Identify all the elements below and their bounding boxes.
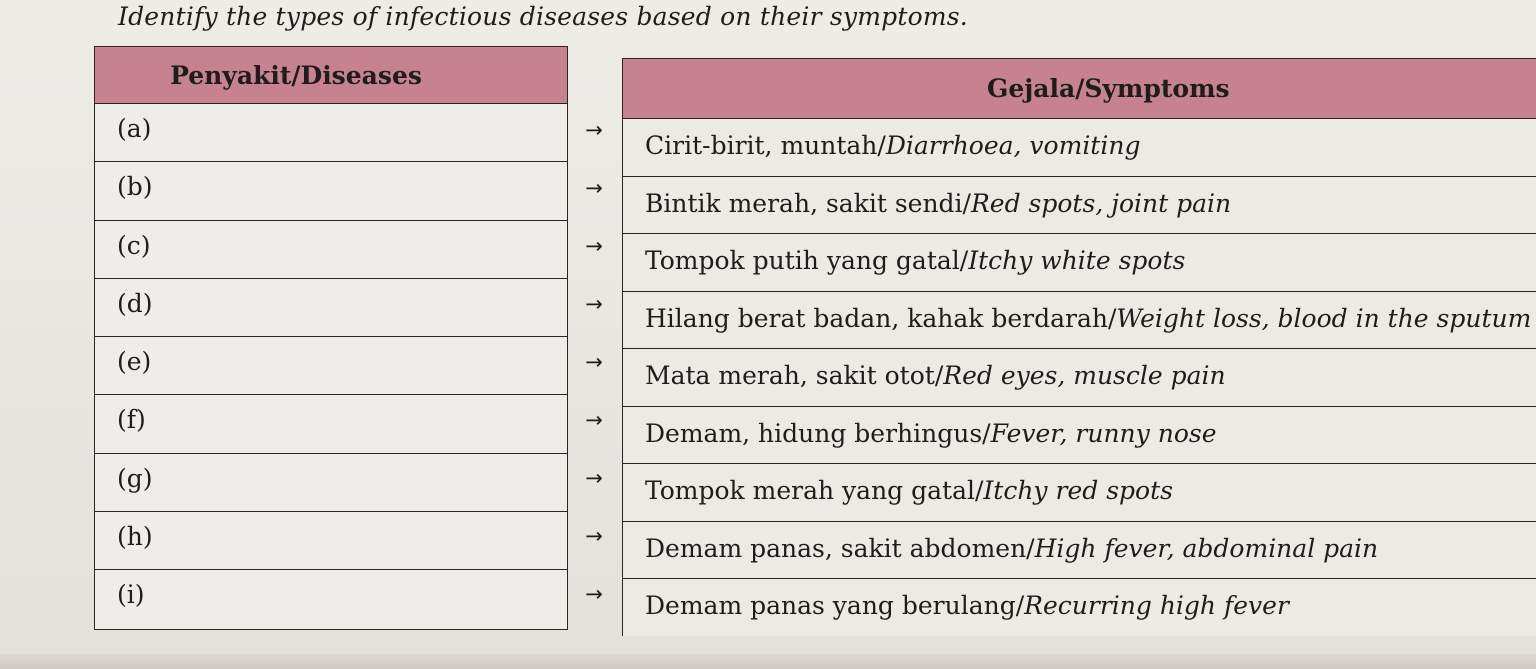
symptom-english: Fever, runny nose bbox=[990, 418, 1217, 448]
symptom-english: Itchy white spots bbox=[968, 246, 1186, 275]
symptom-malay: Demam panas yang berulang/ bbox=[645, 591, 1025, 620]
symptom-malay: Bintik merah, sakit sendi/ bbox=[645, 188, 971, 218]
symptom-english: Red spots, joint pain bbox=[970, 188, 1232, 218]
symptom-row bbox=[623, 119, 1536, 177]
disease-row-label: (f) bbox=[117, 405, 146, 435]
disease-row bbox=[95, 279, 567, 337]
symptom-english: Diarrhoea, vomiting bbox=[885, 131, 1141, 160]
disease-table-header: Penyakit/Diseases bbox=[95, 47, 567, 104]
disease-row-label: (a) bbox=[117, 114, 152, 143]
disease-row bbox=[95, 395, 567, 453]
symptom-row bbox=[623, 407, 1536, 465]
symptom-english: Weight loss, blood in the sputum bbox=[1116, 303, 1532, 333]
disease-row bbox=[95, 104, 567, 162]
symptom-malay: Demam, hidung berhingus/ bbox=[645, 418, 991, 448]
right-arrow-icon: → bbox=[585, 466, 603, 490]
symptom-english: Red eyes, muscle pain bbox=[943, 361, 1226, 390]
symptom-english: High fever, abdominal pain bbox=[1034, 533, 1379, 563]
symptom-english: Recurring high fever bbox=[1024, 591, 1289, 620]
symptom-row bbox=[623, 234, 1536, 292]
symptom-row bbox=[623, 349, 1536, 407]
symptom-row bbox=[623, 177, 1536, 235]
instruction-text: Identify the types of infectious diseases based on their symptoms. bbox=[118, 2, 968, 31]
right-arrow-icon: → bbox=[585, 408, 603, 432]
disease-row-label: (d) bbox=[117, 288, 153, 318]
disease-row bbox=[95, 454, 567, 512]
symptom-row bbox=[623, 579, 1536, 637]
page-bottom-edge bbox=[0, 654, 1536, 669]
disease-row bbox=[95, 162, 567, 220]
symptom-malay: Cirit-birit, muntah/ bbox=[645, 131, 886, 160]
disease-row-label: (h) bbox=[117, 522, 153, 552]
right-arrow-icon: → bbox=[585, 118, 603, 142]
symptom-malay: Tompok putih yang gatal/ bbox=[645, 246, 969, 275]
symptom-malay: Demam panas, sakit abdomen/ bbox=[645, 533, 1035, 563]
symptom-row bbox=[623, 464, 1536, 522]
symptom-english: Itchy red spots bbox=[983, 476, 1173, 505]
disease-row bbox=[95, 570, 567, 628]
disease-row-label: (i) bbox=[117, 580, 145, 610]
right-arrow-icon: → bbox=[585, 524, 603, 548]
right-arrow-icon: → bbox=[585, 234, 603, 258]
right-arrow-icon: → bbox=[585, 292, 603, 316]
right-arrow-icon: → bbox=[585, 582, 603, 606]
disease-row bbox=[95, 337, 567, 395]
symptom-row bbox=[623, 522, 1536, 580]
right-arrow-icon: → bbox=[585, 350, 603, 374]
symptom-malay: Hilang berat badan, kahak berdarah/ bbox=[645, 303, 1117, 333]
disease-row bbox=[95, 221, 567, 279]
disease-row bbox=[95, 512, 567, 570]
symptom-table bbox=[622, 58, 1536, 636]
disease-table bbox=[94, 46, 568, 630]
disease-row-label: (c) bbox=[117, 230, 151, 260]
disease-row-label: (g) bbox=[117, 463, 153, 493]
disease-row-label: (b) bbox=[117, 172, 153, 202]
symptom-row bbox=[623, 292, 1536, 350]
symptom-malay: Tompok merah yang gatal/ bbox=[645, 476, 984, 505]
symptom-malay: Mata merah, sakit otot/ bbox=[645, 361, 944, 390]
symptom-table-header: Gejala/Symptoms bbox=[623, 59, 1536, 119]
disease-row-label: (e) bbox=[117, 347, 152, 377]
right-arrow-icon: → bbox=[585, 176, 603, 200]
